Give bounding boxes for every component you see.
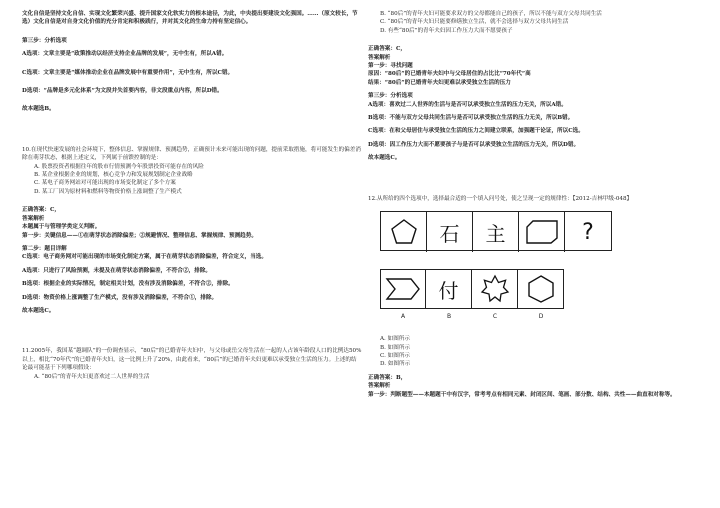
question-12: 12.从所给的四个选项中，选择最合适的一个填入问号处，使之呈现一定的规律性：【2012-吉林甲级-048】 — [368, 195, 633, 202]
pentagon-cell — [381, 212, 427, 252]
option-c-figure[interactable] — [472, 269, 518, 309]
star-burst-icon — [480, 274, 510, 304]
q10-step2-a: A选项：只进行了风险预测，未提及在萌芽状态消除偏差，不符合②，排除。 — [22, 267, 211, 274]
puzzle-options-row — [380, 269, 612, 309]
q10-step2-c: C选项：电子商务网对可能出现的市场变化制定方案，属于在萌芽状态消除偏差，符合定义，当选。 — [22, 254, 267, 261]
q10-final: 故本题选C。 — [22, 307, 55, 314]
q11-analysis-label: 答案解析 — [368, 54, 391, 61]
q10-step2: 第二步：题目详解 — [22, 245, 67, 252]
step3-title: 第三步：分析选项 — [22, 37, 67, 44]
question-10: 10.在现代快速发展的社会环境下，整体信息、掌握规律、预测趋势，正确预计未来可能出现的问题，提前采取措施，将可能发生的偏差消除在萌芽状态，根据上述定义，下列属于前馈控制的是： — [22, 146, 361, 162]
q10-step2-b: B选项：根据企业的实际情况，制定相关计划，没有涉及消除偏差，不符合②，排除。 — [22, 281, 234, 288]
intro-paragraph: 文化自信是坚持文化自信、实现文化繁荣兴盛、提升国家文化软实力的根本途径，为此，中央提出要建设文化强国。……（原文较长，节选）文化自信是对自身文化价值的充分肯定和积极践行，并对其文化的生命力持有坚定信心。 — [22, 11, 358, 26]
q10-option-b: B. 某企业根据企业的规划，核心竞争力和发展规划制定企业战略 — [34, 172, 193, 179]
q11-answer: 正确答案：C， — [368, 46, 407, 53]
q12-option-d: D. 如图所示 — [380, 361, 411, 368]
q10-option-c: C. 某电子商务网站对可能出现的市场变化制定了多个方案 — [34, 180, 176, 187]
hexagon-cell — [519, 212, 565, 252]
letter-b: B — [446, 313, 452, 321]
pentagon-icon — [389, 217, 419, 247]
puzzle-top-row — [380, 211, 612, 251]
hexagon-icon — [525, 273, 557, 305]
q10-knowledge-point: 本题属于与管理学类定义判断。 — [22, 224, 101, 231]
char-zhu: 主 — [485, 221, 506, 246]
char-cell-2 — [473, 212, 519, 252]
q10-option-a: A. 股票投资者根据往年的股市行情预测今年股票投资可能存在的风险 — [34, 163, 204, 170]
char-fu: 付 — [438, 278, 459, 303]
q12-option-c: C. 如图所示 — [380, 352, 411, 359]
q11-option-d: D. 有些“80后”的青年夫妇因工作压力大而不愿要孩子 — [380, 27, 513, 34]
q11-analysis-c: C选项：在和父母居住与承受独立生活的压力之间建立联系，加强题干论证，所以C选。 — [368, 128, 584, 135]
q11-analysis-b: B选项：不能与双方父母共同生活与是否可以承受独立生活的压力无关，所以B错。 — [368, 115, 574, 122]
right-column — [368, 10, 708, 399]
q12-option-a: A. 如图所示 — [380, 336, 410, 343]
q11-option-b: B. “80后”的青年夫妇可能要求双方的父母都能自己的孩子，所以不能与双方父母共同生活 — [380, 11, 602, 17]
option-d-figure[interactable] — [518, 269, 564, 309]
cut-rectangle-icon — [525, 219, 559, 245]
q10-option-d: D. 某工厂因为原材料和燃料等物资价格上涨调整了生产模式 — [34, 188, 182, 195]
q10-answer: 正确答案：C， — [22, 207, 61, 214]
q11-conclusion: 结果：“80后”的已婚青年夫妇更难以承受独立生活的压力 — [368, 79, 511, 86]
q12-analysis-label: 答案解析 — [368, 383, 391, 390]
q11-analysis-d: D选项：因工作压力大而不愿要孩子与是否可以承受独立生活的压力无关，所以D错。 — [368, 141, 580, 148]
q11-option-a: A. “80后”的青年夫妇更喜欢过二人世界的生活 — [34, 373, 150, 380]
char-cell-1 — [427, 212, 473, 252]
q11-step3: 第三步：分析选项 — [368, 93, 413, 100]
q12-answer: 正确答案：B， — [368, 374, 407, 381]
q11-reason: 原因：“80后”的已婚青年夫妇中与父母居住的占比比“70年代”高 — [368, 71, 531, 78]
q10-step2-d: D选项：物资价格上涨调整了生产模式，没有涉及消除偏差，不符合①，排除。 — [22, 294, 218, 301]
letter-d: D — [538, 313, 544, 321]
q10-step1: 第一步：关键信息——①在萌芽状态消除偏差；②规避情况、整理信息、掌握规律、预测趋势。 — [22, 232, 257, 239]
option-letters — [380, 313, 564, 320]
q11-option-c: C. “80后”的青年夫妇只能要修缮独立生活，就不会选择与双方父母共同生活 — [380, 19, 569, 26]
option-c-analysis: C选项：文章主要是“媒体推动企业在品牌发展中有重要作用”，无中生有，所以C错。 — [22, 69, 234, 76]
left-column — [22, 10, 362, 381]
char-shi: 石 — [439, 221, 460, 246]
letter-a: A — [400, 313, 406, 321]
arrow-tag-icon — [385, 277, 421, 301]
question-mark: ? — [582, 219, 594, 245]
option-a-figure[interactable] — [380, 269, 426, 309]
question-cell — [565, 212, 611, 252]
answer-conclusion: 故本题选B。 — [22, 106, 55, 113]
q12-step1: 第一步：判断题型——本题题干中有汉字，常考考点有相同元素、封闭区间、笔画、部分数、结构、共性——曲直和对称等。 — [368, 391, 676, 398]
q11-step1: 第一步：寻找问题 — [368, 63, 413, 70]
option-d-analysis: D选项：“品牌是多元化体系”为文段并失首要内容，非文段重点内容，所以D错。 — [22, 88, 223, 95]
figure-puzzle — [380, 211, 612, 335]
option-b-figure[interactable] — [426, 269, 472, 309]
question-11: 11.2005年，我国某“越调队”的一份调查显示，“80后”的已婚青年夫妇中，与父母或岳父母生活在一起的人占该年龄段人口的比例达50%以上，相比“70年代”的已婚青年夫妇，这一比例上升了20%，由此看来，“80后”的已婚青年夫妇更难以承受独立生活的压力。上述的结论最可能基于下列哪项假设： — [22, 348, 362, 372]
q11-analysis-a: A选项：喜欢过二人世界的生活与是否可以承受独立生活的压力无关，所以A错。 — [368, 101, 567, 108]
q11-final: 故本题选C。 — [368, 155, 401, 162]
q12-option-b: B. 如图所示 — [380, 344, 411, 351]
letter-c: C — [492, 313, 498, 321]
option-a-analysis: A选项：文章主要是“政策推动以经济支持企业品牌的发展”，无中生有，所以A错。 — [22, 51, 228, 58]
q10-analysis-label: 答案解析 — [22, 215, 45, 222]
